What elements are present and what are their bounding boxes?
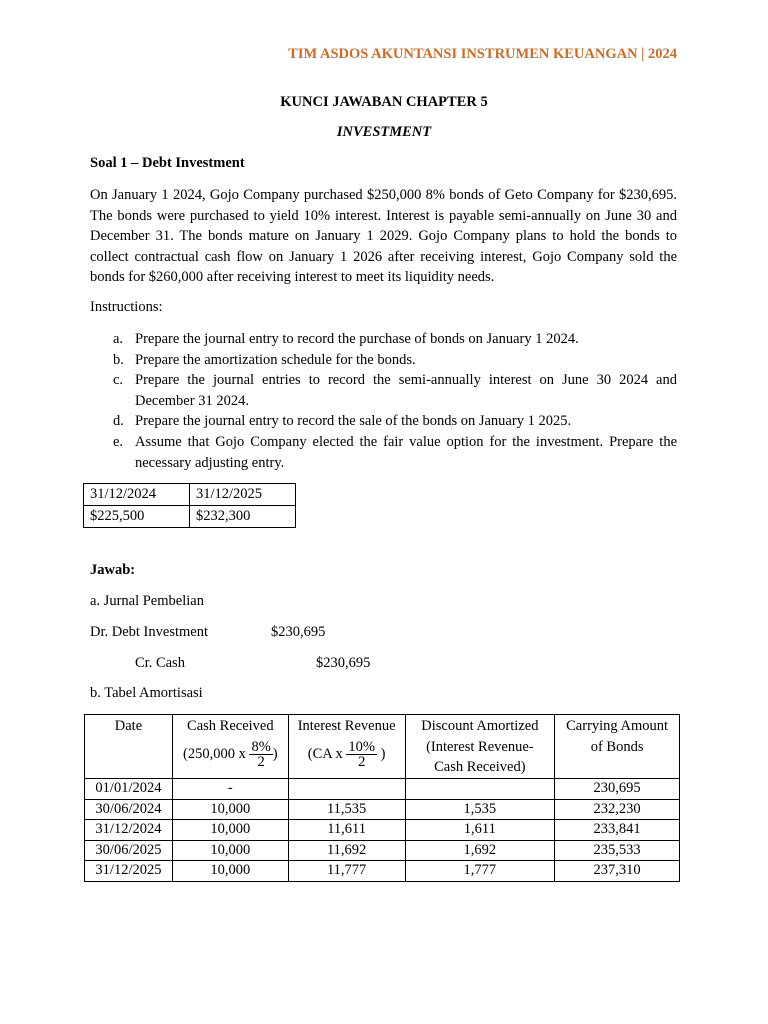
table-cell: 11,611	[288, 820, 405, 841]
header-date: Date	[85, 715, 173, 779]
table-cell: 10,000	[172, 861, 288, 882]
table-cell	[405, 779, 555, 800]
list-item: a. Prepare the journal entry to record the purchase of bonds on January 1 2024.	[113, 331, 579, 347]
table-cell: 10,000	[172, 820, 288, 841]
list-item: c. Prepare the journal entries to record the semi-annually interest on June 30 2024 and December 31 2024.	[113, 372, 677, 409]
table-row	[84, 484, 296, 506]
table-cell: 10,000	[172, 840, 288, 861]
table-header-row	[85, 715, 680, 779]
list-item: d. Prepare the journal entry to record the sale of the bonds on January 1 2025.	[113, 413, 572, 430]
table-row	[84, 506, 296, 528]
table-cell: 31/12/2024	[84, 484, 190, 506]
table-cell: 31/12/2024	[85, 820, 173, 841]
header-carrying-amount: Carrying Amount of Bonds	[555, 715, 680, 779]
table-cell: $232,300	[190, 506, 296, 528]
table-cell: 11,692	[288, 840, 405, 861]
table-row	[85, 779, 680, 800]
table-cell: 232,230	[555, 799, 680, 820]
table-cell: 30/06/2024	[85, 799, 173, 820]
amortization-table	[84, 714, 680, 882]
list-item: b. Prepare the amortization schedule for the bonds.	[113, 351, 416, 368]
fair-value-table	[83, 483, 296, 528]
table-cell: 01/01/2024	[85, 779, 173, 800]
table-cell: 31/12/2025	[85, 861, 173, 882]
document-header: TIM ASDOS AKUNTANSI INSTRUMEN KEUANGAN | 2024	[288, 46, 677, 62]
list-item: e. Assume that Gojo Company elected the fair value option for the investment. Prepare the necessary adjusting entry.	[113, 433, 677, 471]
table-cell: 237,310	[555, 861, 680, 882]
journal-debit-amount: $230,695	[271, 624, 326, 640]
table-cell: 235,533	[555, 840, 680, 861]
table-row	[85, 799, 680, 820]
table-cell: 230,695	[555, 779, 680, 800]
question-title: Soal 1 – Debt Investment	[90, 155, 245, 171]
header-discount-amortized: Discount Amortized (Interest Revenue- Cash Received)	[405, 715, 555, 779]
header-interest-revenue: Interest Revenue (CA x $\frac{10\%}{2}$ )	[288, 715, 405, 779]
journal-credit-amount: $230,695	[316, 655, 371, 671]
page-subtitle: INVESTMENT	[336, 124, 432, 140]
table-cell: 1,777	[405, 861, 555, 882]
table-cell: $225,500	[84, 506, 190, 528]
table-cell: -	[172, 779, 288, 800]
table-cell	[288, 779, 405, 800]
table-cell: 11,777	[288, 861, 405, 882]
instructions-list	[90, 329, 677, 473]
table-cell: 1,535	[405, 799, 555, 820]
table-row	[85, 840, 680, 861]
table-cell: 233,841	[555, 820, 680, 841]
table-cell: 1,692	[405, 840, 555, 861]
journal-credit-label: Cr. Cash	[135, 655, 185, 671]
table-row	[85, 861, 680, 882]
journal-debit-label: Dr. Debt Investment	[90, 624, 208, 640]
question-paragraph: On January 1 2024, Gojo Company purchased $250,000 8% bonds of Geto Company for $230,695. The bonds were purchased to yield 10% interest. Interest is payable semi-annually on June 30 and December 31. The bonds mature on January 1 2029. Gojo Company plans to hold the bonds to collect contractual cash flow on January 1 2026 after receiving interest, Gojo Company sold the bonds for $260,000 after receiving interest to meet its liquidity needs.	[90, 187, 677, 286]
table-cell: 30/06/2025	[85, 840, 173, 861]
instructions-label: Instructions:	[90, 299, 163, 315]
table-cell: 10,000	[172, 799, 288, 820]
table-cell: 31/12/2025	[190, 484, 296, 506]
table-cell: 11,535	[288, 799, 405, 820]
section-a-heading: a. Jurnal Pembelian	[90, 593, 204, 609]
answer-heading: Jawab:	[90, 562, 136, 578]
table-cell: 1,611	[405, 820, 555, 841]
header-cash-received: Cash Received (250,000 x $\frac{8\%}{2}$ )	[172, 715, 288, 779]
page-title: KUNCI JAWABAN CHAPTER 5	[280, 94, 488, 110]
table-row	[85, 820, 680, 841]
section-b-heading: b. Tabel Amortisasi	[90, 685, 203, 701]
